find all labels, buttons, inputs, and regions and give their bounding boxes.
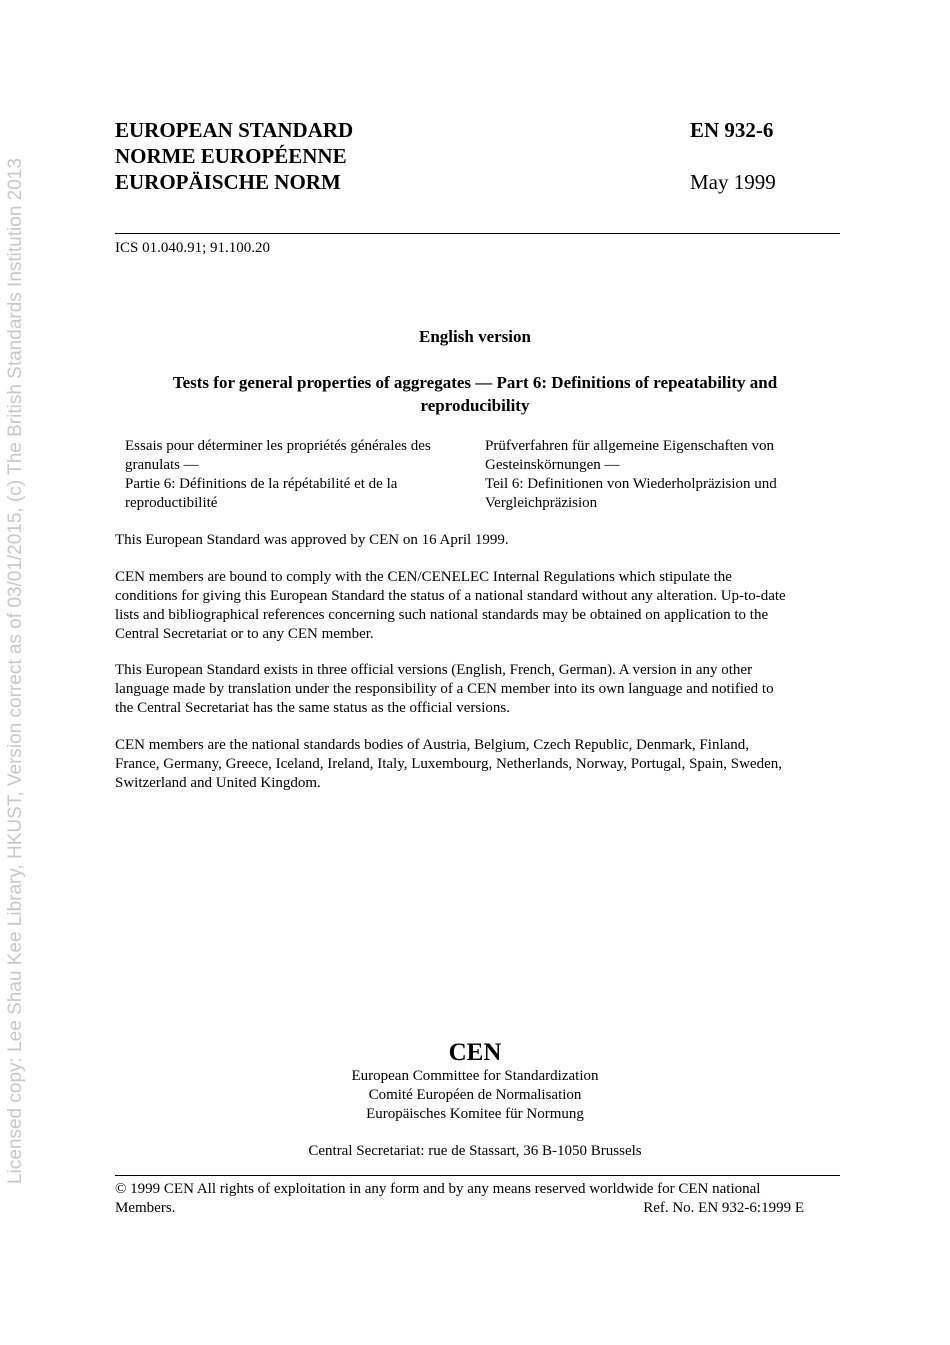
cen-name-en: European Committee for Standardization — [351, 1068, 599, 1084]
title-line: Tests for general properties of aggregates — Part 6: Definitions of repeatability and — [172, 373, 778, 392]
paragraph-line: the Central Secretariat has the same status as the official versions. — [115, 700, 511, 716]
paragraph-line: France, Germany, Greece, Iceland, Ireland, Italy, Luxembourg, Netherlands, Norway, Portugal, Spain, Sweden, — [115, 756, 782, 772]
members-paragraph — [115, 568, 835, 644]
header-titles — [115, 117, 353, 195]
footer-rule — [115, 1175, 840, 1176]
german-title-line: Teil 6: Definitionen von Wiederholpräzision und — [485, 476, 777, 492]
paragraph-line: Switzerland and United Kingdom. — [115, 775, 321, 791]
paragraph-line: conditions for giving this European Standard the status of a national standard without any alteration. Up-to-date — [115, 588, 786, 604]
document-title — [115, 371, 835, 417]
header-title-de: EUROPÄISCHE NORM — [115, 170, 341, 194]
versions-paragraph — [115, 661, 835, 718]
version-label: English version — [419, 327, 531, 346]
reference-number: Ref. No. EN 932-6:1999 E — [643, 1200, 804, 1216]
license-watermark: Licensed copy: Lee Shau Kee Library, HKUST, Version correct as of 03/01/2015, (c) The British Standards Institution 2013 — [5, 158, 26, 1184]
french-title-line: Essais pour déterminer les propriétés générales des — [125, 438, 431, 454]
header-rule — [115, 233, 840, 234]
french-title-line: granulats — — [125, 457, 199, 473]
german-title — [485, 437, 835, 513]
german-title-line: Prüfverfahren für allgemeine Eigenschaften von — [485, 438, 775, 454]
paragraph-line: This European Standard exists in three official versions (English, French, German). A version in any other — [115, 662, 753, 678]
cen-name-de: Europäisches Komitee für Normung — [366, 1106, 584, 1122]
german-title-line: Gesteinskörnungen — — [485, 457, 620, 473]
paragraph-line: CEN members are the national standards bodies of Austria, Belgium, Czech Republic, Denmark, Finland, — [115, 737, 750, 753]
header-title-fr: NORME EUROPÉENNE — [115, 144, 347, 168]
copyright-line: © 1999 CEN All rights of exploitation in any form and by any means reserved worldwide for CEN national — [115, 1181, 761, 1197]
cen-names — [0, 1067, 950, 1124]
paragraph-line: CEN members are bound to comply with the CEN/CENELEC Internal Regulations which stipulate the — [115, 569, 732, 585]
cen-name-fr: Comité Européen de Normalisation — [368, 1087, 582, 1103]
german-title-line: Vergleichpräzision — [485, 495, 598, 511]
approval-statement: This European Standard was approved by CEN on 16 April 1999. — [115, 532, 509, 548]
national-bodies-paragraph — [115, 736, 835, 793]
french-title-line: reproductibilité — [125, 495, 218, 511]
french-title-line: Partie 6: Définitions de la répétabilité et de la — [125, 476, 398, 492]
french-title — [125, 437, 475, 513]
paragraph-line: Central Secretariat or to any CEN member. — [115, 626, 374, 642]
publication-date: May 1999 — [690, 170, 776, 194]
copyright-members: Members. — [115, 1200, 176, 1216]
paragraph-line: lists and bibliographical references concerning such national standards may be obtained on application to the — [115, 607, 769, 623]
header-title-en: EUROPEAN STANDARD — [115, 118, 354, 142]
standard-number: EN 932-6 — [690, 118, 774, 142]
central-secretariat: Central Secretariat: rue de Stassart, 36 B-1050 Brussels — [308, 1143, 642, 1159]
title-line: reproducibility — [420, 396, 530, 415]
ics-codes: ICS 01.040.91; 91.100.20 — [115, 240, 271, 256]
paragraph-line: language made by translation under the responsibility of a CEN member into its own language and notified to — [115, 681, 774, 697]
cen-logo: CEN — [448, 1039, 502, 1066]
